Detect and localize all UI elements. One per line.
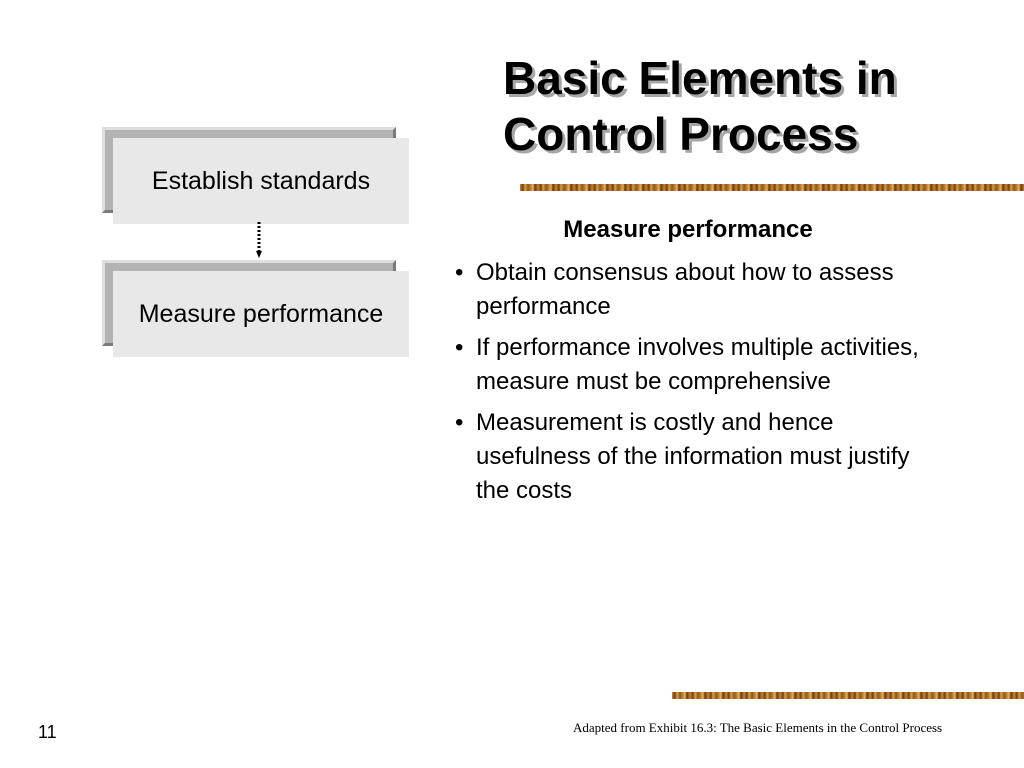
bullet-text: Measurement is costly and hence usefulness of the information must justify the costs <box>476 409 910 504</box>
bullet-icon: • <box>455 259 464 286</box>
flow-step-measure-performance <box>102 260 396 346</box>
bullet-icon: • <box>455 409 464 436</box>
bullet-list <box>455 256 925 515</box>
flow-step-label: Measure performance <box>113 271 409 357</box>
bullet-item <box>455 331 925 399</box>
source-caption: Adapted from Exhibit 16.3: The Basic Elements in the Control Process <box>573 720 943 735</box>
page-number: 11 <box>38 722 57 742</box>
slide-title-line: Control Process <box>503 108 859 160</box>
bullet-icon: • <box>455 334 464 361</box>
flow-step-establish-standards <box>102 127 396 213</box>
slide-title <box>503 50 1003 162</box>
bullet-item <box>455 406 925 508</box>
dotted-down-arrow-icon <box>256 222 262 260</box>
bullet-item <box>455 256 925 324</box>
decorative-divider-top <box>520 184 1024 191</box>
slide-title-line: Basic Elements in <box>503 52 897 104</box>
bullet-text: Obtain consensus about how to assess performance <box>476 259 894 320</box>
decorative-divider-bottom <box>672 692 1024 699</box>
section-heading: Measure performance <box>563 216 813 243</box>
bullet-text: If performance involves multiple activities, measure must be comprehensive <box>476 334 919 395</box>
flow-step-label: Establish standards <box>113 138 409 224</box>
